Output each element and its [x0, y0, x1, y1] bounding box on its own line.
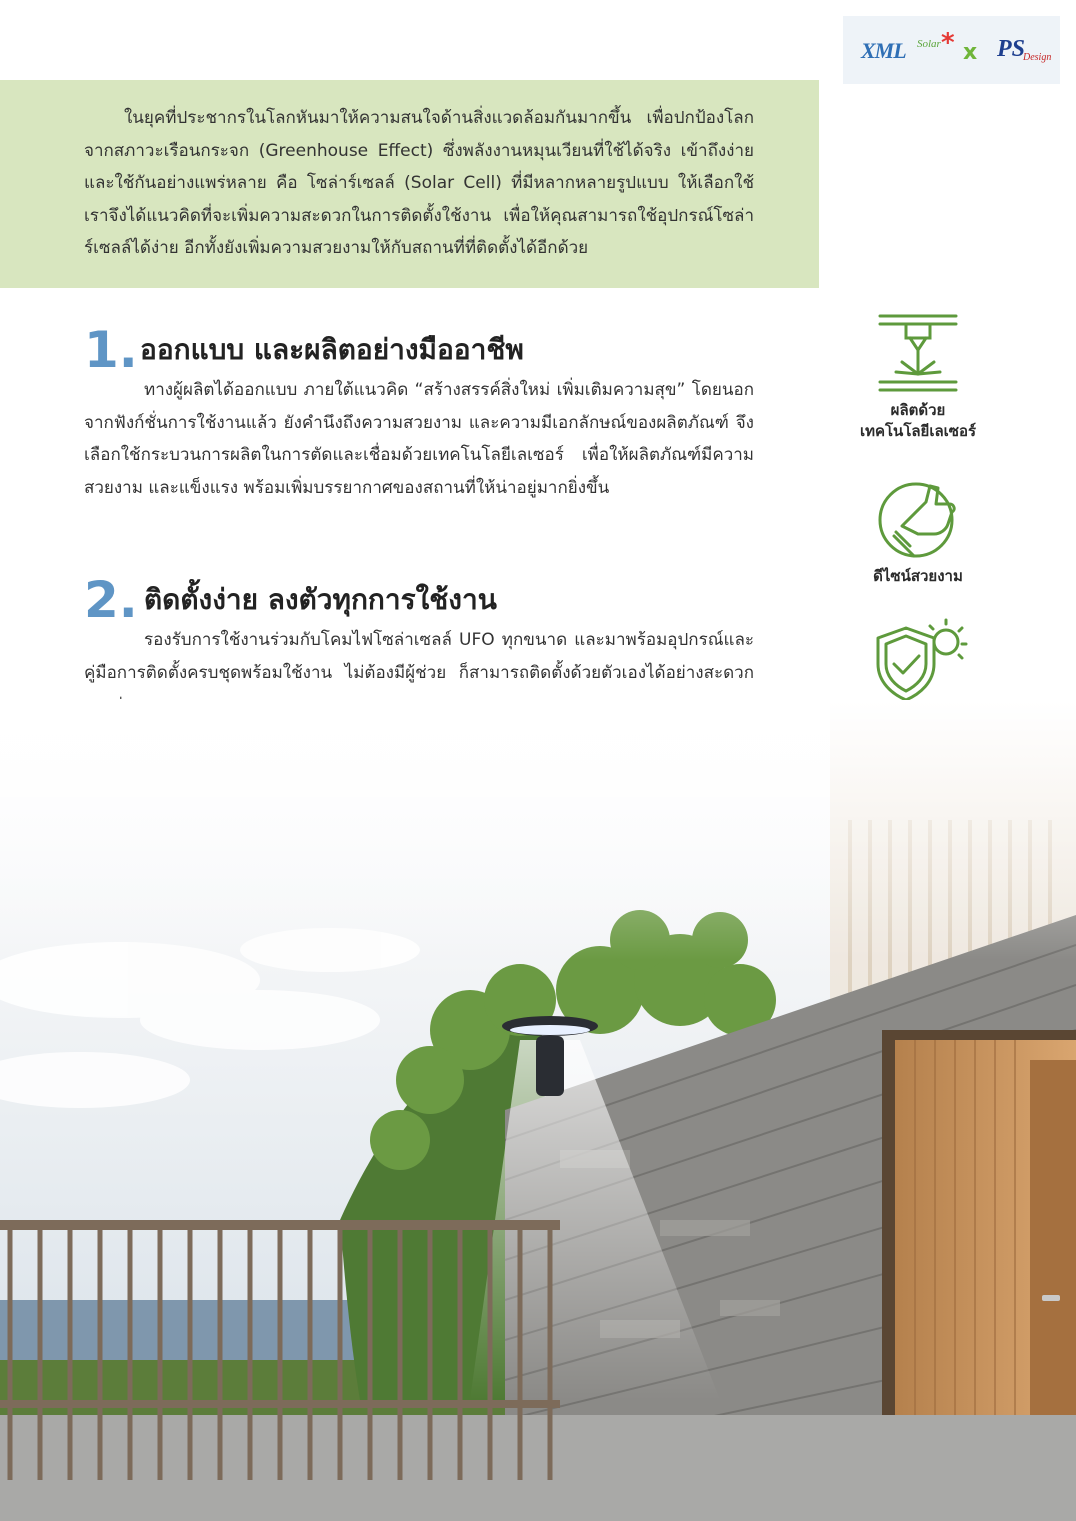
- section-1-title: ออกแบบ และผลิตอย่างมืออาชีพ: [140, 333, 524, 366]
- xml-solar-logo: XML: [861, 38, 906, 63]
- brand-logo-box: [843, 16, 1060, 84]
- intro-panel: [0, 80, 819, 288]
- logo-separator: x: [963, 40, 978, 65]
- shield-check-icon: [868, 614, 968, 706]
- feature-laser-label-2: เทคโนโลยีเลเซอร์: [859, 422, 977, 440]
- section-1-body: ทางผู้ผลิตได้ออกแบบ ภายใต้แนวคิด “สร้างสรรค์สิ่งใหม่ เพิ่มเติมความสุข” โดยนอกจากฟังก์ชั่นการใช้งานแล้ว ยังคำนึงถึงความสวยงาม และความมีเอกลักษณ์ของผลิตภัณฑ์ จึงเลือกใช้กระบวนการผลิตในการตัดและเชื่อมด้วยเทคโนโลยีเลเซอร์ เพื่อให้ผลิตภัณฑ์มีความสวยงาม และแข็งแรง พร้อมเพิ่มบรรยากาศของสถานที่ให้น่าอยู่มากยิ่งขึ้น: [84, 380, 754, 498]
- ps-design-logo: PS: [997, 36, 1026, 62]
- feature-design-label: ดีไซน์สวยงาม: [873, 567, 963, 585]
- section-2-number: 2.: [84, 571, 138, 629]
- logo-star-icon: *: [941, 28, 955, 58]
- intro-text: ในยุคที่ประชากรในโลกหันมาให้ความสนใจด้านสิ่งแวดล้อมกันมากขึ้น เพื่อปกป้องโลกจากสภาวะเรือนกระจก (Greenhouse Effect) ซึ่งพลังงานหมุนเวียนที่ใช้ได้จริง เข้าถึงง่าย และใช้กันอย่างแพร่หลาย คือ โซล่าร์เซลล์ (Solar Cell) ที่มีหลากหลายรูปแบบ ให้เลือกใช้ เราจึงได้แนวคิดที่จะเพิ่มความสะดวกในการติดตั้งใช้งาน เพื่อให้คุณสามารถใช้อุปกรณ์โซล่าร์เซลล์ได้ง่าย อีกทั้งยังเพิ่มความสวยงามให้กับสถานที่ที่ติดตั้งได้อีกด้วย: [84, 108, 754, 258]
- section-1-number: 1.: [84, 321, 138, 379]
- feature-laser-label-1: ผลิตด้วย: [890, 401, 946, 419]
- ps-design-logo-sub: Design: [1023, 52, 1052, 63]
- xml-solar-logo-sub: Solar: [917, 38, 941, 50]
- feature-design: [850, 476, 986, 587]
- feature-laser: [850, 310, 986, 442]
- section-2-title: ติดตั้งง่าย ลงตัวทุกการใช้งาน: [144, 583, 497, 616]
- laser-icon: [876, 310, 960, 394]
- section-2-body: รองรับการใช้งานร่วมกับโคมไฟโซล่าเซลล์ UFO ทุกขนาด และมาพร้อมอุปกรณ์และคู่มือการติดตั้งครบชุดพร้อมใช้งาน ไม่ต้องมีผู้ช่วย ก็สามารถติดตั้งด้วยตัวเองได้อย่างสะดวก: [84, 630, 754, 683]
- thumbs-up-icon: [874, 476, 962, 560]
- outdoor-scene-image: [0, 700, 1076, 1521]
